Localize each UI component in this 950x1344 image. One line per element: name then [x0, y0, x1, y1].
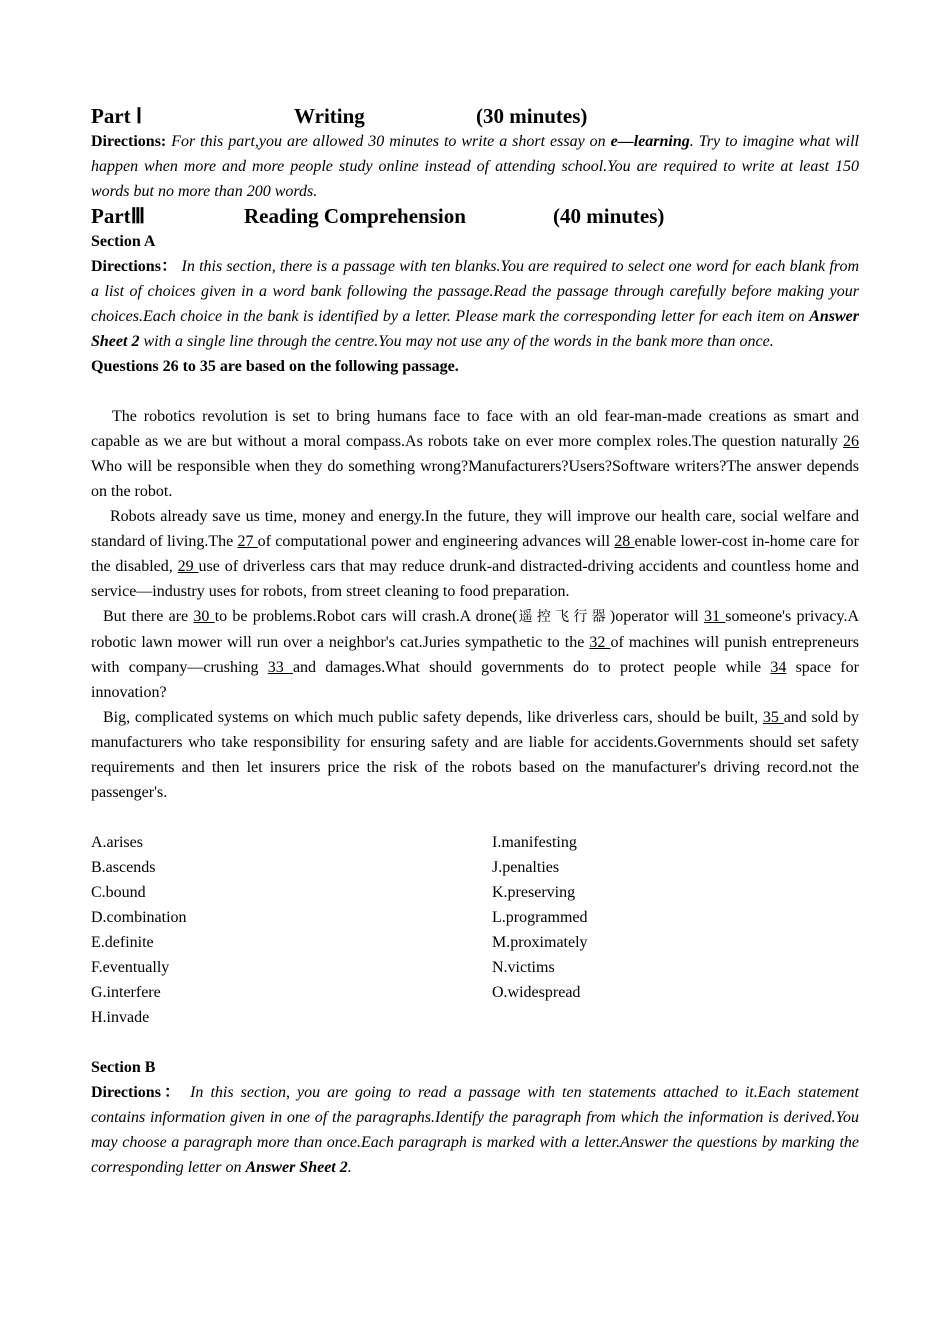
part1-label: Part Ⅰ	[91, 104, 143, 128]
section-b-directions	[91, 1080, 859, 1180]
part1-heading	[91, 104, 859, 129]
passage-text: enable lower-cost in-home care for the disabled,	[91, 533, 860, 575]
blank-32: 32	[589, 634, 611, 651]
directions-text: with a single line through the centre.You may not use any of the words in the bank more than once.	[139, 333, 774, 350]
passage-text: to be problems.Robot cars will crash.A drone(	[214, 608, 518, 625]
blank-26: 26	[843, 433, 859, 450]
word-bank	[91, 830, 859, 1030]
passage-paragraph-2	[91, 504, 859, 604]
word-bank-item: J.penalties	[492, 859, 560, 876]
word-bank-item: G.interfere	[91, 984, 161, 1001]
passage-text: space for innovation?	[91, 659, 859, 701]
passage-text: Robots already save us time, money and energy.In the future, they will improve our health care, social welfare and standard of living.The	[91, 508, 859, 550]
word-bank-right-column	[492, 830, 588, 1005]
answer-sheet-ref: Answer Sheet 2	[245, 1159, 348, 1176]
blank-30: 30	[193, 608, 215, 625]
directions-text: For this part,you are allowed 30 minutes to write a short essay on	[166, 133, 611, 150]
answer-sheet-ref: Answer Sheet 2	[91, 308, 859, 350]
blank-34: 34	[770, 659, 787, 676]
directions-text: .	[347, 1159, 352, 1176]
directions-label: Directions:	[91, 133, 167, 150]
word-bank-item: O.widespread	[492, 984, 581, 1001]
passage-text: of machines will punish entrepreneurs with company—crushing	[91, 634, 860, 676]
part1-directions	[91, 129, 859, 204]
questions-intro: Questions 26 to 35 are based on the following passage.	[91, 358, 459, 375]
directions-text: In this section, there is a passage with ten blanks.You are required to select one word for each blank from a list of choices given in a word bank following the passage.Read the passage through carefully before making your choices.Each choice in the bank is identified by a letter. Please mark the corresponding letter for each item on	[91, 258, 859, 325]
section-a-title: Section A	[91, 233, 156, 250]
blank-33: 33	[267, 659, 293, 676]
part3-heading	[91, 204, 859, 229]
word-bank-item: I.manifesting	[492, 834, 577, 851]
word-bank-item: H.invade	[91, 1009, 150, 1026]
directions-label: Directions：	[91, 258, 178, 275]
blank-28: 28	[614, 533, 635, 550]
blank-27: 27	[237, 533, 258, 550]
passage-paragraph-4	[91, 705, 859, 805]
section-b-title: Section B	[91, 1059, 156, 1076]
directions-text: . Try to imagine what will happen when more and more people study online instead of attending school.You are required to write at least 150 words but no more than 200 words.	[91, 133, 860, 200]
passage-text: someone's privacy.A robotic lawn mower will run over a neighbor's cat.Juries sympathetic to the	[91, 608, 859, 651]
word-bank-item: K.preserving	[492, 884, 576, 901]
part1-title: Writing	[294, 104, 365, 128]
directions-label: Directions：	[91, 1084, 184, 1101]
passage-paragraph-3	[91, 604, 859, 705]
passage-paragraph-1	[91, 404, 859, 504]
passage-text: The robotics revolution is set to bring humans face to face with an old fear-man-made creations as smart and capable as we are but without a moral compass.As robots take on ever more complex roles.The question naturally	[91, 408, 859, 450]
word-bank-item: L.programmed	[492, 909, 588, 926]
word-bank-item: E.definite	[91, 934, 154, 951]
passage-text: Big, complicated systems on which much public safety depends, like driverless cars, should be built,	[103, 709, 763, 726]
word-bank-item: D.combination	[91, 909, 187, 926]
passage-text: But there are	[103, 608, 194, 625]
blank-31: 31	[703, 608, 726, 625]
passage-text: use of driverless cars that may reduce drunk-and distracted-driving accidents and countless home and service—industry uses for robots, from street cleaning to food preparation.	[91, 558, 860, 600]
blank-35: 35	[762, 709, 784, 726]
blank-29: 29	[177, 558, 199, 575]
passage-text: Who will be responsible when they do something wrong?Manufacturers?Users?Software writers?The answer depends on the robot.	[91, 458, 859, 500]
word-bank-item: B.ascends	[91, 859, 156, 876]
passage-text: )operator will	[609, 608, 704, 625]
part3-time: (40 minutes)	[553, 204, 665, 228]
passage-text: and sold by manufacturers who take responsibility for ensuring safety and are liable for accidents.Governments should set safety requirements and then let insurers price the risk of the robots based on the manufacturer's driving record.not the passenger's.	[91, 709, 860, 801]
essay-topic: e—learning	[610, 133, 690, 150]
passage-text: and damages.What should governments do to protect people while	[292, 659, 771, 676]
word-bank-item: C.bound	[91, 884, 146, 901]
part3-title: Reading Comprehension	[244, 204, 466, 228]
part1-time: (30 minutes)	[476, 104, 588, 128]
passage-text: of computational power and engineering advances will	[257, 533, 615, 550]
word-bank-item: A.arises	[91, 834, 143, 851]
word-bank-item: N.victims	[492, 959, 555, 976]
word-bank-item: M.proximately	[492, 934, 588, 951]
part3-label: PartⅢ	[91, 204, 146, 228]
chinese-gloss: 遥控飞行器	[517, 609, 610, 625]
directions-text: In this section, you are going to read a passage with ten statements attached to it.Each statement contains information given in one of the paragraphs.Identify the paragraph from which the information is derived.You may choose a paragraph more than once.Each paragraph is marked with a letter.Answer the questions by marking the corresponding letter on	[91, 1084, 860, 1176]
exam-page	[91, 104, 859, 1180]
word-bank-left-column	[91, 830, 187, 1030]
word-bank-item: F.eventually	[91, 959, 170, 976]
section-a-directions	[91, 254, 859, 354]
